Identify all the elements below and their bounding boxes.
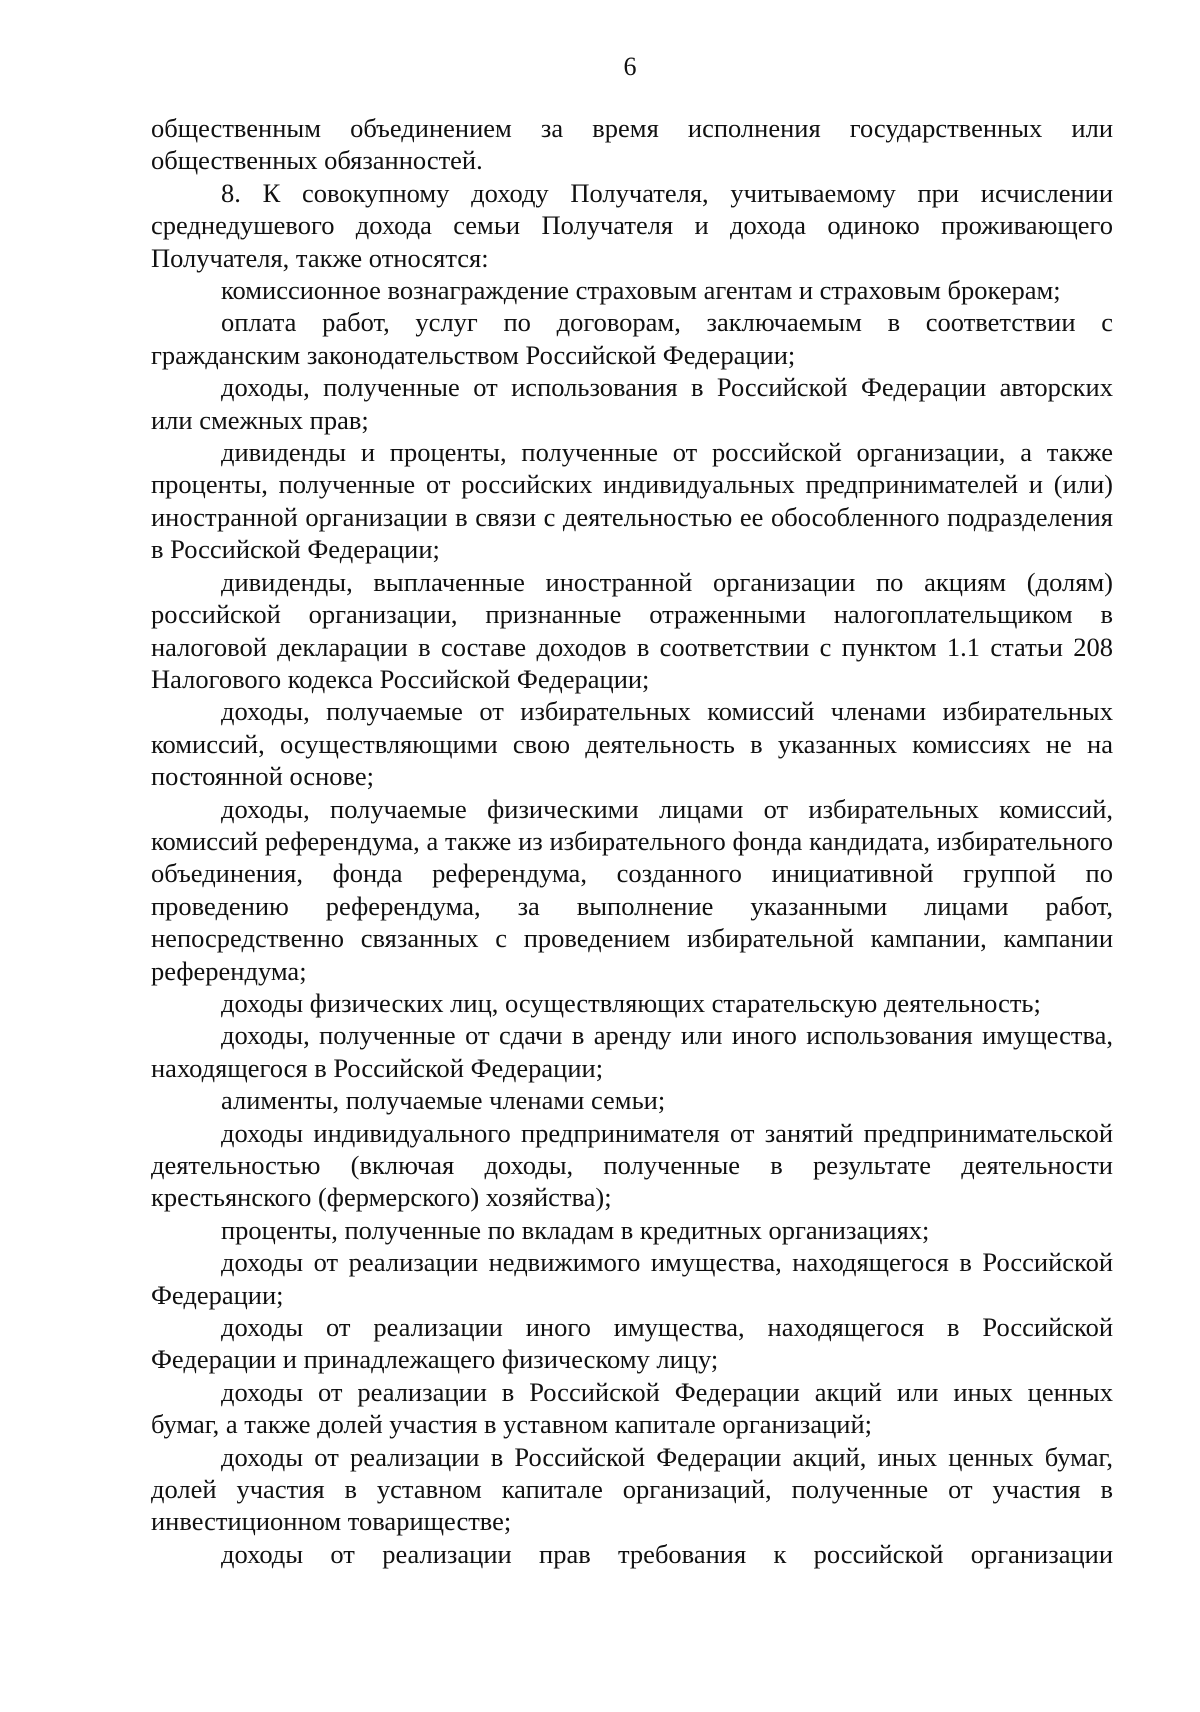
paragraph: доходы, получаемые от избирательных комиссий членами избирательных комиссий, осуществляющими свою деятельность в указанных комиссиях не на постоянной основе; bbox=[151, 696, 1113, 792]
paragraph: оплата работ, услуг по договорам, заключаемым в соответствии с гражданским законодательством Российской Федерации; bbox=[151, 307, 1113, 370]
paragraph-continued: доходы от реализации прав требования к российской организации bbox=[221, 1538, 1113, 1569]
paragraph: доходы от реализации иного имущества, находящегося в Российской Федерации и принадлежащего физическому лицу; bbox=[151, 1312, 1113, 1375]
page-number: 6 bbox=[623, 52, 637, 81]
paragraph: доходы от реализации в Российской Федерации акций, иных ценных бумаг, долей участия в уставном капитале организаций, полученные от участия в инвестиционном товариществе; bbox=[151, 1441, 1113, 1537]
paragraph: комиссионное вознаграждение страховым агентам и страховым брокерам; bbox=[221, 275, 1061, 306]
paragraph: доходы от реализации недвижимого имущества, находящегося в Российской Федерации; bbox=[151, 1247, 1113, 1310]
paragraph: доходы от реализации в Российской Федерации акций или иных ценных бумаг, а также долей участия в уставном капитале организаций; bbox=[151, 1376, 1113, 1440]
paragraph: проценты, полученные по вкладам в кредитных организациях; bbox=[221, 1214, 930, 1245]
paragraph: доходы индивидуального предпринимателя от занятий предпринимательской деятельностью (включая доходы, полученные в результате деятельности крестьянского (фермерского) хозяйства); bbox=[151, 1117, 1113, 1213]
paragraph: доходы, полученные от сдачи в аренду или иного использования имущества, находящегося в Российской Федерации; bbox=[151, 1020, 1113, 1083]
paragraph-item-8: 8. К совокупному доходу Получателя, учитываемому при исчислении среднедушевого дохода семьи Получателя и дохода одиноко проживающего Получателя, также относятся: bbox=[151, 177, 1113, 273]
paragraph: дивиденды и проценты, полученные от российской организации, а также проценты, полученные от российских индивидуальных предпринимателей и (или) иностранной организации в связи с деятельностью ее обособленного подразделения в Российской Федерации; bbox=[151, 437, 1113, 565]
body-text bbox=[151, 112, 1113, 1570]
paragraph: дивиденды, выплаченные иностранной организации по акциям (долям) российской организации, признанные отраженными налогоплательщиком в налоговой декларации в составе доходов в соответствии с пунктом 1.1 статьи 208 Налогового кодекса Российской Федерации; bbox=[151, 566, 1113, 694]
paragraph: доходы, полученные от использования в Российской Федерации авторских или смежных прав; bbox=[151, 372, 1113, 435]
paragraph: алименты, получаемые членами семьи; bbox=[221, 1085, 666, 1116]
paragraph: доходы, получаемые физическими лицами от избирательных комиссий, комиссий референдума, а также из избирательного фонда кандидата, избирательного объединения, фонда референдума, созданного инициативной группой по проведению референдума, за выполнение указанными лицами работ, непосредственно связанных с проведением избирательной кампании, кампании референдума; bbox=[151, 793, 1113, 986]
paragraph: общественным объединением за время исполнения государственных или общественных обязанностей. bbox=[151, 113, 1113, 176]
paragraph: доходы физических лиц, осуществляющих старательскую деятельность; bbox=[221, 987, 1041, 1018]
